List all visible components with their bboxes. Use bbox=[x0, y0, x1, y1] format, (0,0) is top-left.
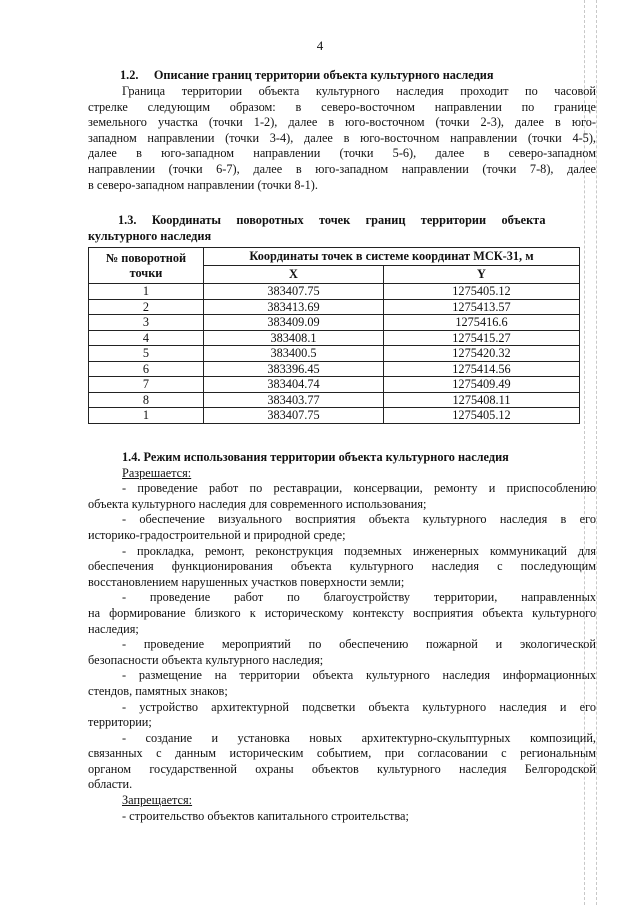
section-title: Описание границ территории объекта культурного наследия bbox=[153, 68, 494, 82]
text-line: западном направлении (точки 3-4), далее в юго-восточном направлении (точки 4-5), bbox=[88, 130, 596, 145]
y-cell: 1275405.12 bbox=[384, 284, 580, 300]
text-line: в северо-западном направлении (точки 8-1). bbox=[88, 177, 318, 192]
y-cell: 1275415.27 bbox=[384, 330, 580, 346]
text-line: Граница территории объекта культурного наследия проходит по часовой bbox=[122, 84, 596, 98]
text-line: - проведение мероприятий по обеспечению пожарной и экологической bbox=[122, 637, 596, 652]
x-cell: 383409.09 bbox=[204, 315, 384, 331]
table-row bbox=[89, 377, 580, 393]
text-line: - прокладка, ремонт, реконструкция подземных инженерных коммуникаций для bbox=[122, 543, 596, 558]
table-row bbox=[89, 408, 580, 424]
y-cell: 1275413.57 bbox=[384, 299, 580, 315]
y-cell: 1275408.11 bbox=[384, 392, 580, 408]
section-1-2-body bbox=[88, 84, 596, 193]
list-item bbox=[88, 544, 596, 591]
text-line: обеспечения функционирования объекта культурного наследия с последующим bbox=[88, 559, 596, 574]
point-cell: 1 bbox=[89, 408, 204, 424]
list-item bbox=[88, 700, 596, 731]
text-line: земельного участка (точки 1-2), далее в юго-восточном (точки 2-3), далее в юго- bbox=[88, 115, 596, 130]
list-item bbox=[88, 668, 596, 699]
y-cell: 1275405.12 bbox=[384, 408, 580, 424]
point-cell: 5 bbox=[89, 346, 204, 362]
point-cell: 1 bbox=[89, 284, 204, 300]
text-line: территории; bbox=[88, 715, 152, 730]
point-cell: 6 bbox=[89, 361, 204, 377]
text-line: объекта культурного наследия для современного использования; bbox=[88, 496, 427, 511]
list-item bbox=[88, 481, 596, 512]
text-line: органом государственной охраны объектов культурного наследия Белгородской bbox=[88, 761, 596, 776]
text-line: историко-градостроительной и природной среде; bbox=[88, 527, 346, 542]
text-line: стрелке следующим образом: в северо-восточном направлении по границе bbox=[88, 99, 596, 114]
section-1-2-heading bbox=[120, 68, 590, 84]
y-cell: 1275409.49 bbox=[384, 377, 580, 393]
y-cell: 1275414.56 bbox=[384, 361, 580, 377]
y-cell: 1275416.6 bbox=[384, 315, 580, 331]
x-cell: 383407.75 bbox=[204, 408, 384, 424]
text-line: - проведение работ по благоустройству территории, направленных bbox=[122, 590, 596, 605]
text-line: связанных с данным историческим событием, при согласовании с региональным bbox=[88, 746, 596, 761]
section-1-4 bbox=[88, 450, 596, 824]
col-point-header: № поворотной точки bbox=[89, 248, 204, 284]
coordinates-table bbox=[88, 247, 580, 424]
text-line: - проведение работ по реставрации, консервации, ремонту и приспособлению bbox=[122, 481, 596, 496]
point-cell: 4 bbox=[89, 330, 204, 346]
col-y-header: Y bbox=[384, 266, 580, 284]
x-cell: 383400.5 bbox=[204, 346, 384, 362]
forbidden-label: Запрещается: bbox=[122, 793, 193, 808]
text-line: наследия; bbox=[88, 621, 139, 636]
text-line: стендов, памятных знаков; bbox=[88, 683, 228, 698]
list-item bbox=[88, 637, 596, 668]
section-1-3-heading: 1.3. Координаты поворотных точек границ территории объекта bbox=[118, 213, 546, 227]
point-cell: 3 bbox=[89, 315, 204, 331]
point-cell: 8 bbox=[89, 392, 204, 408]
text-line: восстановлением нарушенных участков поверхности земли; bbox=[88, 574, 405, 589]
point-cell: 7 bbox=[89, 377, 204, 393]
text-line: безопасности объекта культурного наследия; bbox=[88, 652, 324, 667]
x-cell: 383396.45 bbox=[204, 361, 384, 377]
scan-margin-line bbox=[596, 0, 597, 905]
y-cell: 1275420.32 bbox=[384, 346, 580, 362]
section-1-3-heading-cont: культурного наследия bbox=[88, 229, 212, 243]
list-item bbox=[88, 512, 596, 543]
table-row bbox=[89, 299, 580, 315]
x-cell: 383413.69 bbox=[204, 299, 384, 315]
col-x-header: X bbox=[204, 266, 384, 284]
text-line: - обеспечение визуального восприятия объекта культурного наследия в его bbox=[122, 512, 596, 527]
table-row bbox=[89, 361, 580, 377]
x-cell: 383403.77 bbox=[204, 392, 384, 408]
point-cell: 2 bbox=[89, 299, 204, 315]
allowed-label: Разрешается: bbox=[122, 465, 192, 480]
table-row bbox=[89, 392, 580, 408]
x-cell: 383407.75 bbox=[204, 284, 384, 300]
text-line: - устройство архитектурной подсветки объекта культурного наследия и его bbox=[122, 699, 596, 714]
text-line: - размещение на территории объекта культурного наследия информационных bbox=[122, 668, 596, 683]
table-row bbox=[89, 315, 580, 331]
section-1-4-heading: 1.4. Режим использования территории объекта культурного наследия bbox=[122, 450, 509, 464]
section-number: 1.2. bbox=[120, 68, 139, 82]
text-line: на формирование близкого к историческому контексту восприятия объекта культурного bbox=[88, 605, 596, 620]
list-item bbox=[88, 590, 596, 637]
table-row bbox=[89, 330, 580, 346]
text-line: области. bbox=[88, 777, 133, 792]
table-row bbox=[89, 284, 580, 300]
list-item: - строительство объектов капитального строительства; bbox=[122, 808, 409, 823]
table-row bbox=[89, 346, 580, 362]
list-item bbox=[88, 731, 596, 793]
text-line: направлении (точки 6-7), далее в юго-западном направлении (точки 7-8), далее bbox=[88, 161, 596, 176]
text-line: далее в юго-западном направлении (точки 5-6), далее в северо-западном bbox=[88, 146, 596, 161]
x-cell: 383408.1 bbox=[204, 330, 384, 346]
x-cell: 383404.74 bbox=[204, 377, 384, 393]
page-number: 4 bbox=[316, 38, 324, 53]
text-line: - создание и установка новых архитектурно-скульптурных композиций, bbox=[122, 730, 596, 745]
col-coordinates-header: Координаты точек в системе координат МСК-31, м bbox=[204, 248, 580, 266]
